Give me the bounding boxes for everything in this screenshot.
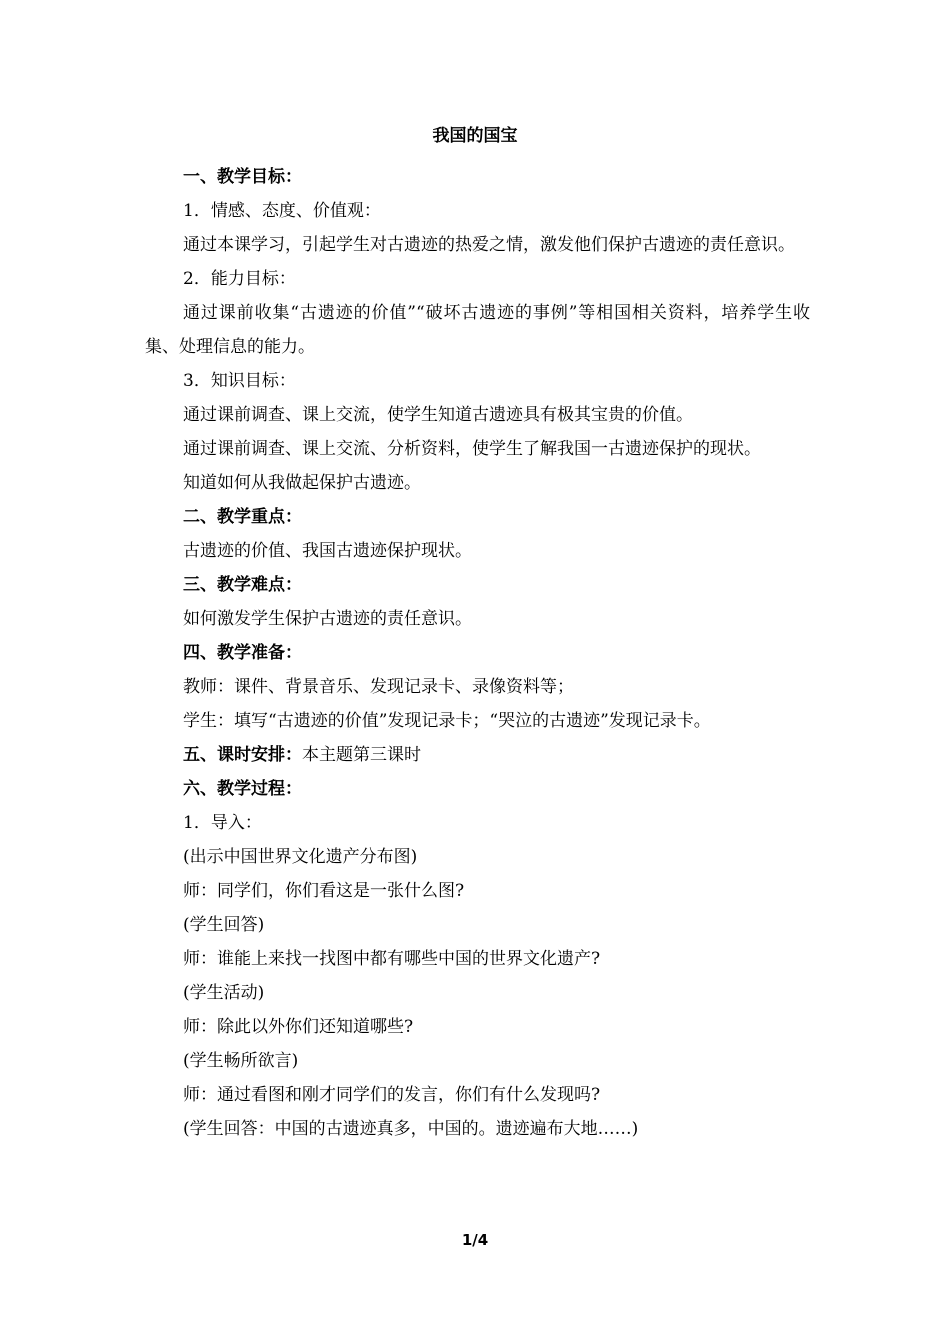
paragraph-knowledge-3: 知道如何从我做起保护古遗迹。 bbox=[183, 473, 421, 493]
heading-preparation: 四、教学准备： bbox=[183, 643, 302, 663]
dialogue-line: (学生回答) bbox=[183, 915, 265, 935]
paragraph-values: 通过本课学习，引起学生对古遗迹的热爱之情，激发他们保护古遗迹的责任意识。 bbox=[183, 235, 795, 255]
paragraph-key-points: 古遗迹的价值、我国古遗迹保护现状。 bbox=[183, 541, 472, 561]
heading-objectives: 一、教学目标： bbox=[183, 167, 302, 187]
subheading-ability: 2．能力目标： bbox=[183, 269, 296, 289]
paragraph-knowledge-1: 通过课前调查、课上交流，使学生知道古遗迹具有极其宝贵的价值。 bbox=[183, 405, 693, 425]
schedule-line bbox=[145, 738, 810, 772]
heading-process: 六、教学过程： bbox=[183, 779, 302, 799]
subheading-intro: 1．导入： bbox=[183, 813, 262, 833]
page-number: 1 bbox=[461, 1231, 473, 1249]
paragraph-student-prep: 学生：填写“古遗迹的价值”发现记录卡；“哭泣的古遗迹”发现记录卡。 bbox=[183, 711, 711, 731]
paragraph-knowledge-2: 通过课前调查、课上交流、分析资料，使学生了解我国一古遗迹保护的现状。 bbox=[183, 439, 761, 459]
dialogue-line: (出示中国世界文化遗产分布图) bbox=[183, 847, 418, 867]
schedule-value: 本主题第三课时 bbox=[302, 745, 421, 765]
heading-schedule: 五、课时安排： bbox=[183, 745, 302, 765]
document-title: 我国的国宝 bbox=[432, 126, 518, 146]
dialogue-line: (学生畅所欲言) bbox=[183, 1051, 299, 1071]
dialogue-line: (学生回答：中国的古遗迹真多，中国的。遗迹遍布大地……) bbox=[183, 1119, 639, 1139]
dialogue-line: 师：谁能上来找一找图中都有哪些中国的世界文化遗产? bbox=[183, 949, 601, 969]
heading-key-points: 二、教学重点： bbox=[183, 507, 302, 527]
document-body bbox=[145, 160, 810, 1146]
dialogue-line: 师：除此以外你们还知道哪些? bbox=[183, 1017, 414, 1037]
subheading-knowledge: 3．知识目标： bbox=[183, 371, 296, 391]
paragraph-ability: 通过课前收集“古遗迹的价值”“破坏古遗迹的事例”等相国相关资料，培养学生收集、处理信息的能力。 bbox=[145, 303, 810, 357]
paragraph-difficulties: 如何激发学生保护古遗迹的责任意识。 bbox=[183, 609, 472, 629]
dialogue-line: (学生活动) bbox=[183, 983, 265, 1003]
page-total: 4 bbox=[477, 1231, 489, 1249]
page-separator: / bbox=[472, 1231, 478, 1249]
paragraph-teacher-prep: 教师：课件、背景音乐、发现记录卡、录像资料等； bbox=[183, 677, 574, 697]
heading-difficulties: 三、教学难点： bbox=[183, 575, 302, 595]
dialogue-line: 师：同学们，你们看这是一张什么图? bbox=[183, 881, 465, 901]
page-number-footer bbox=[0, 1229, 950, 1251]
dialogue-line: 师：通过看图和刚才同学们的发言，你们有什么发现吗? bbox=[183, 1085, 601, 1105]
subheading-values: 1．情感、态度、价值观： bbox=[183, 201, 381, 221]
